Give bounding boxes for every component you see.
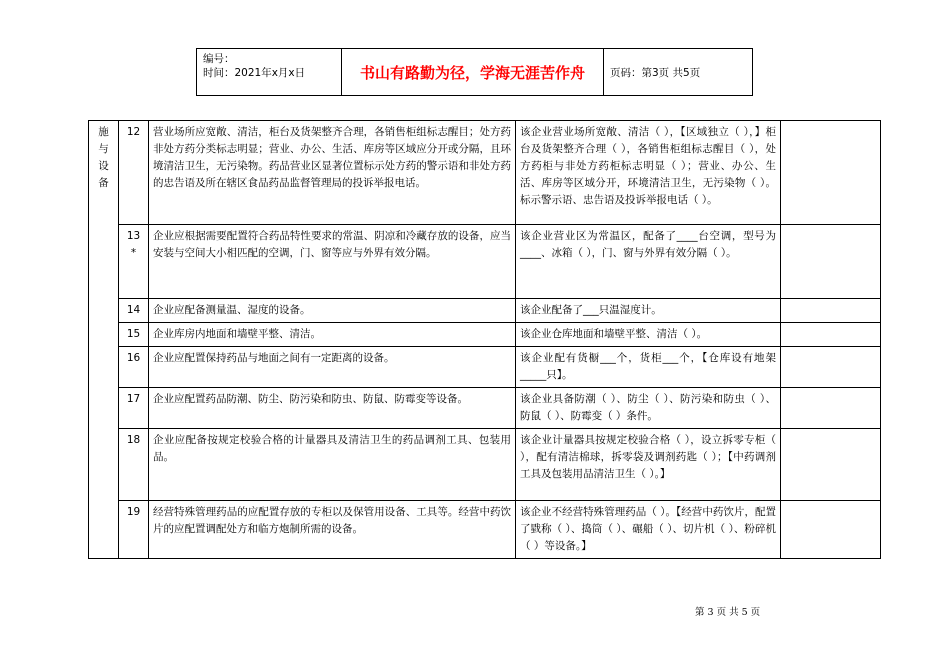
row-number: 14	[119, 299, 149, 323]
table-row	[89, 299, 881, 323]
check-text: 该企业仓库地面和墙壁平整、清洁（ ）。	[516, 323, 781, 347]
serial-label: 编号：	[203, 53, 235, 65]
remark-cell	[781, 429, 881, 501]
remark-cell	[781, 299, 881, 323]
page-footer: 第 3 页 共 5 页	[695, 607, 761, 618]
row-number: 17	[119, 388, 149, 429]
remark-cell	[781, 225, 881, 299]
row-number: 15	[119, 323, 149, 347]
requirement-text: 经营特殊管理药品的应配置存放的专柜以及保管用设备、工具等。经营中药饮片的应配置调配处方和临方炮制所需的设备。	[149, 501, 516, 559]
check-text: 该企业配有货橱___个，货柜___个，【仓库设有地架_____只】。	[516, 347, 781, 388]
header-motto: 书山有路勤为径，学海无涯苦作舟	[342, 49, 604, 95]
row-number: 19	[119, 501, 149, 559]
requirement-text: 营业场所应宽敞、清洁，柜台及货架整齐合理，各销售柜组标志醒目；处方药非处方药分类标志明显；营业、办公、生活、库房等区域应分开或分隔，且环境清洁卫生，无污染物。药品营业区显著位置标示处方药的警示语和非处方药的忠告语及所在辖区食品药品监督管理局的投诉举报电话。	[149, 121, 516, 225]
check-text: 该企业营业场所宽敞、清洁（ ），【区域独立（ ），】柜台及货架整齐合理（ ），各销售柜组标志醒目（ ），处方药柜与非处方药柜标志明显（ ）；营业、办公、生活、库房等区域分开，环境清洁卫生，无污染物（ ）。标示警示语、忠告语及投诉举报电话（ ）。	[516, 121, 781, 225]
table-row	[89, 388, 881, 429]
row-number: 12	[119, 121, 149, 225]
requirement-text: 企业应根据需要配置符合药品特性要求的常温、阴凉和冷藏存放的设备，应当安装与空间大小相匹配的空调，门、窗等应与外界有效分隔。	[149, 225, 516, 299]
check-text: 该企业计量器具按规定校验合格（ ），设立拆零专柜（ ），配有清洁棉球，拆零袋及调剂药匙（ ）；【中药调剂工具及包装用品清洁卫生（ ）。】	[516, 429, 781, 501]
row-number: 18	[119, 429, 149, 501]
requirement-text: 企业应配置药品防潮、防尘、防污染和防虫、防鼠、防霉变等设备。	[149, 388, 516, 429]
requirement-text: 企业应配备测量温、湿度的设备。	[149, 299, 516, 323]
page-header	[196, 48, 753, 96]
requirement-text: 企业应配备按规定校验合格的计量器具及清洁卫生的药品调剂工具、包装用品。	[149, 429, 516, 501]
requirement-text: 企业应配置保持药品与地面之间有一定距离的设备。	[149, 347, 516, 388]
remark-cell	[781, 347, 881, 388]
remark-cell	[781, 501, 881, 559]
header-meta	[197, 49, 342, 95]
check-text: 该企业配备了___只温湿度计。	[516, 299, 781, 323]
row-number: 13 *	[119, 225, 149, 299]
table-row	[89, 347, 881, 388]
remark-cell	[781, 388, 881, 429]
table-row	[89, 501, 881, 559]
check-text: 该企业具备防潮（ ）、防尘（ ）、防污染和防虫（ ）、防鼠（ ）、防霉变（ ）条件。	[516, 388, 781, 429]
inspection-table	[88, 120, 881, 559]
table-row	[89, 225, 881, 299]
check-text: 该企业营业区为常温区，配备了____台空调，型号为____、冰箱（ ），门、窗与外界有效分隔（ ）。	[516, 225, 781, 299]
remark-cell	[781, 323, 881, 347]
requirement-text: 企业库房内地面和墙壁平整、清洁。	[149, 323, 516, 347]
table-row	[89, 323, 881, 347]
page-label: 页码：第3页 共5页	[610, 66, 701, 79]
time-label: 时间：2021年x月x日	[203, 67, 306, 79]
check-text: 该企业不经营特殊管理药品（ ）。【经营中药饮片，配置了戥称（ ）、捣筒（ ）、碾船（ ）、切片机（ ）、粉碎机（ ）等设备。】	[516, 501, 781, 559]
table-row	[89, 429, 881, 501]
row-number: 16	[119, 347, 149, 388]
remark-cell	[781, 121, 881, 225]
table-row	[89, 121, 881, 225]
section-label: 施 与 设 备	[89, 121, 119, 559]
